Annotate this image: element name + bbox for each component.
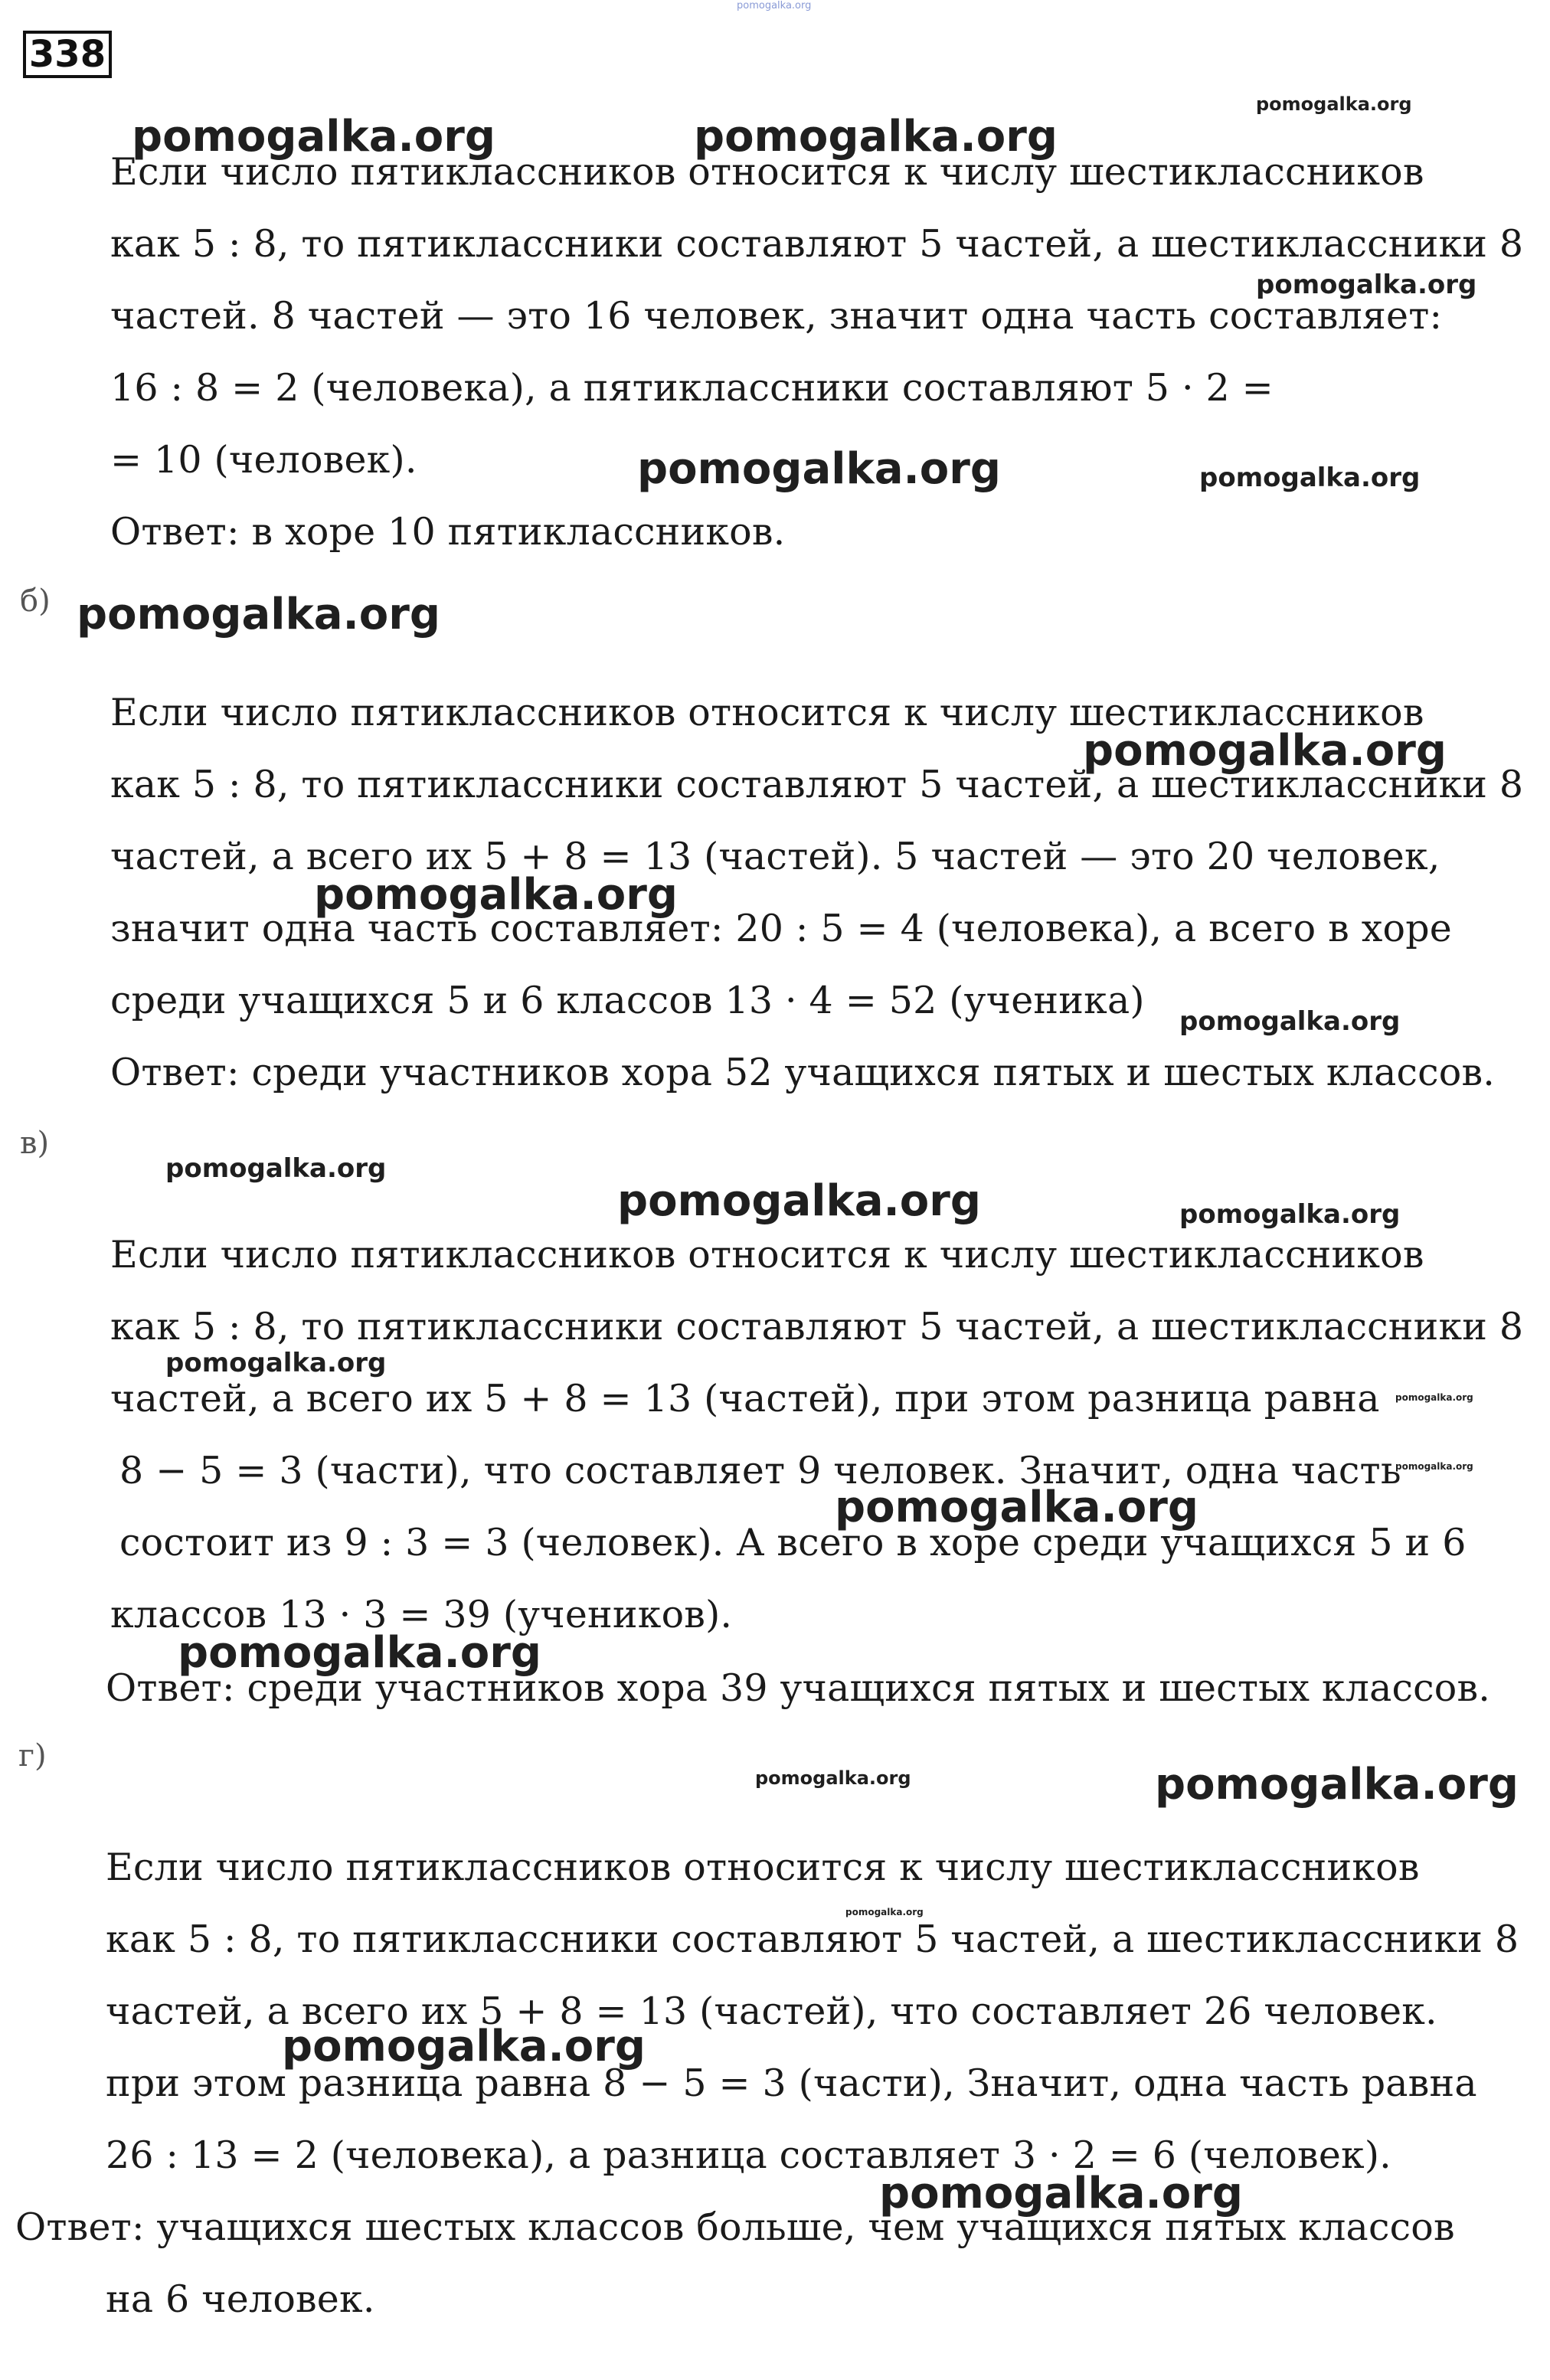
part-label-g: г) bbox=[18, 1738, 47, 1774]
text-line: = 10 (человек). bbox=[110, 438, 417, 482]
text-line: 16 : 8 = 2 (человека), а пятиклассники составляют 5 · 2 = bbox=[110, 366, 1274, 410]
watermark: pomogalka.org bbox=[1256, 93, 1412, 115]
watermark: pomogalka.org bbox=[1083, 726, 1447, 776]
watermark: pomogalka.org bbox=[845, 1907, 924, 1917]
text-line: как 5 : 8, то пятиклассники составляют 5 частей, а шестиклассники 8 bbox=[110, 763, 1524, 806]
watermark: pomogalka.org bbox=[694, 112, 1058, 162]
watermark: pomogalka.org bbox=[1179, 1006, 1401, 1037]
text-line: при этом разница равна 8 − 5 = 3 (части), Значит, одна часть равна bbox=[106, 2061, 1477, 2105]
text-line: Если число пятиклассников относится к числу шестиклассников bbox=[110, 1233, 1424, 1277]
watermark: pomogalka.org bbox=[637, 444, 1001, 494]
watermark: pomogalka.org bbox=[314, 870, 678, 920]
text-line: 8 − 5 = 3 (части), что составляет 9 человек. Значит, одна часть bbox=[119, 1449, 1401, 1492]
part-label-b: б) bbox=[20, 584, 51, 619]
watermark: pomogalka.org bbox=[617, 1176, 981, 1226]
text-line: частей, а всего их 5 + 8 = 13 (частей). 5 частей — это 20 человек, bbox=[110, 835, 1440, 878]
watermark: pomogalka.org bbox=[282, 2022, 646, 2071]
watermark: pomogalka.org bbox=[165, 1153, 387, 1184]
part-label-v: в) bbox=[20, 1126, 50, 1161]
text-line: частей, а всего их 5 + 8 = 13 (частей), при этом разница равна bbox=[110, 1377, 1380, 1420]
text-line: частей, а всего их 5 + 8 = 13 (частей), что составляет 26 человек. bbox=[106, 1989, 1437, 2033]
watermark: pomogalka.org bbox=[1256, 270, 1477, 300]
answer-line: Ответ: в хоре 10 пятиклассников. bbox=[110, 510, 786, 554]
watermark: pomogalka.org bbox=[1179, 1199, 1401, 1230]
watermark: pomogalka.org bbox=[1395, 1461, 1473, 1472]
watermark: pomogalka.org bbox=[77, 590, 440, 639]
answer-line: Ответ: среди участников хора 39 учащихся пятых и шестых классов. bbox=[106, 1666, 1491, 1710]
answer-line: Ответ: среди участников хора 52 учащихся пятых и шестых классов. bbox=[110, 1051, 1496, 1094]
text-line: Если число пятиклассников относится к числу шестиклассников bbox=[110, 150, 1424, 194]
text-line: частей. 8 частей — это 16 человек, значит одна часть составляет: bbox=[110, 294, 1443, 338]
text-line: Если число пятиклассников относится к числу шестиклассников bbox=[110, 691, 1424, 734]
text-line: как 5 : 8, то пятиклассники составляют 5 частей, а шестиклассники 8 bbox=[106, 1917, 1519, 1961]
watermark: pomogalka.org bbox=[755, 1767, 911, 1789]
text-line: как 5 : 8, то пятиклассники составляют 5 частей, а шестиклассники 8 bbox=[110, 222, 1524, 266]
text-line: как 5 : 8, то пятиклассники составляют 5 частей, а шестиклассники 8 bbox=[110, 1305, 1524, 1349]
watermark: pomogalka.org bbox=[835, 1483, 1198, 1532]
watermark: pomogalka.org bbox=[132, 112, 495, 162]
watermark: pomogalka.org bbox=[737, 0, 812, 11]
answer-line: на 6 человек. bbox=[106, 2277, 375, 2321]
problem-number: 338 bbox=[23, 31, 112, 78]
answer-line: Ответ: учащихся шестых классов больше, чем учащихся пятых классов bbox=[15, 2205, 1455, 2249]
watermark: pomogalka.org bbox=[178, 1628, 541, 1678]
watermark: pomogalka.org bbox=[1395, 1392, 1473, 1403]
watermark: pomogalka.org bbox=[879, 2169, 1243, 2218]
text-line: состоит из 9 : 3 = 3 (человек). А всего в хоре среди учащихся 5 и 6 bbox=[119, 1521, 1467, 1564]
text-line: значит одна часть составляет: 20 : 5 = 4 (человека), а всего в хоре bbox=[110, 907, 1452, 950]
text-line: классов 13 · 3 = 39 (учеников). bbox=[110, 1593, 733, 1636]
watermark: pomogalka.org bbox=[165, 1348, 387, 1378]
text-line: 26 : 13 = 2 (человека), а разница составляет 3 · 2 = 6 (человек). bbox=[106, 2133, 1391, 2177]
text-line: Если число пятиклассников относится к числу шестиклассников bbox=[106, 1845, 1420, 1889]
text-line: среди учащихся 5 и 6 классов 13 · 4 = 52 (ученика) bbox=[110, 979, 1145, 1022]
watermark: pomogalka.org bbox=[1155, 1760, 1519, 1810]
watermark: pomogalka.org bbox=[1199, 463, 1421, 493]
